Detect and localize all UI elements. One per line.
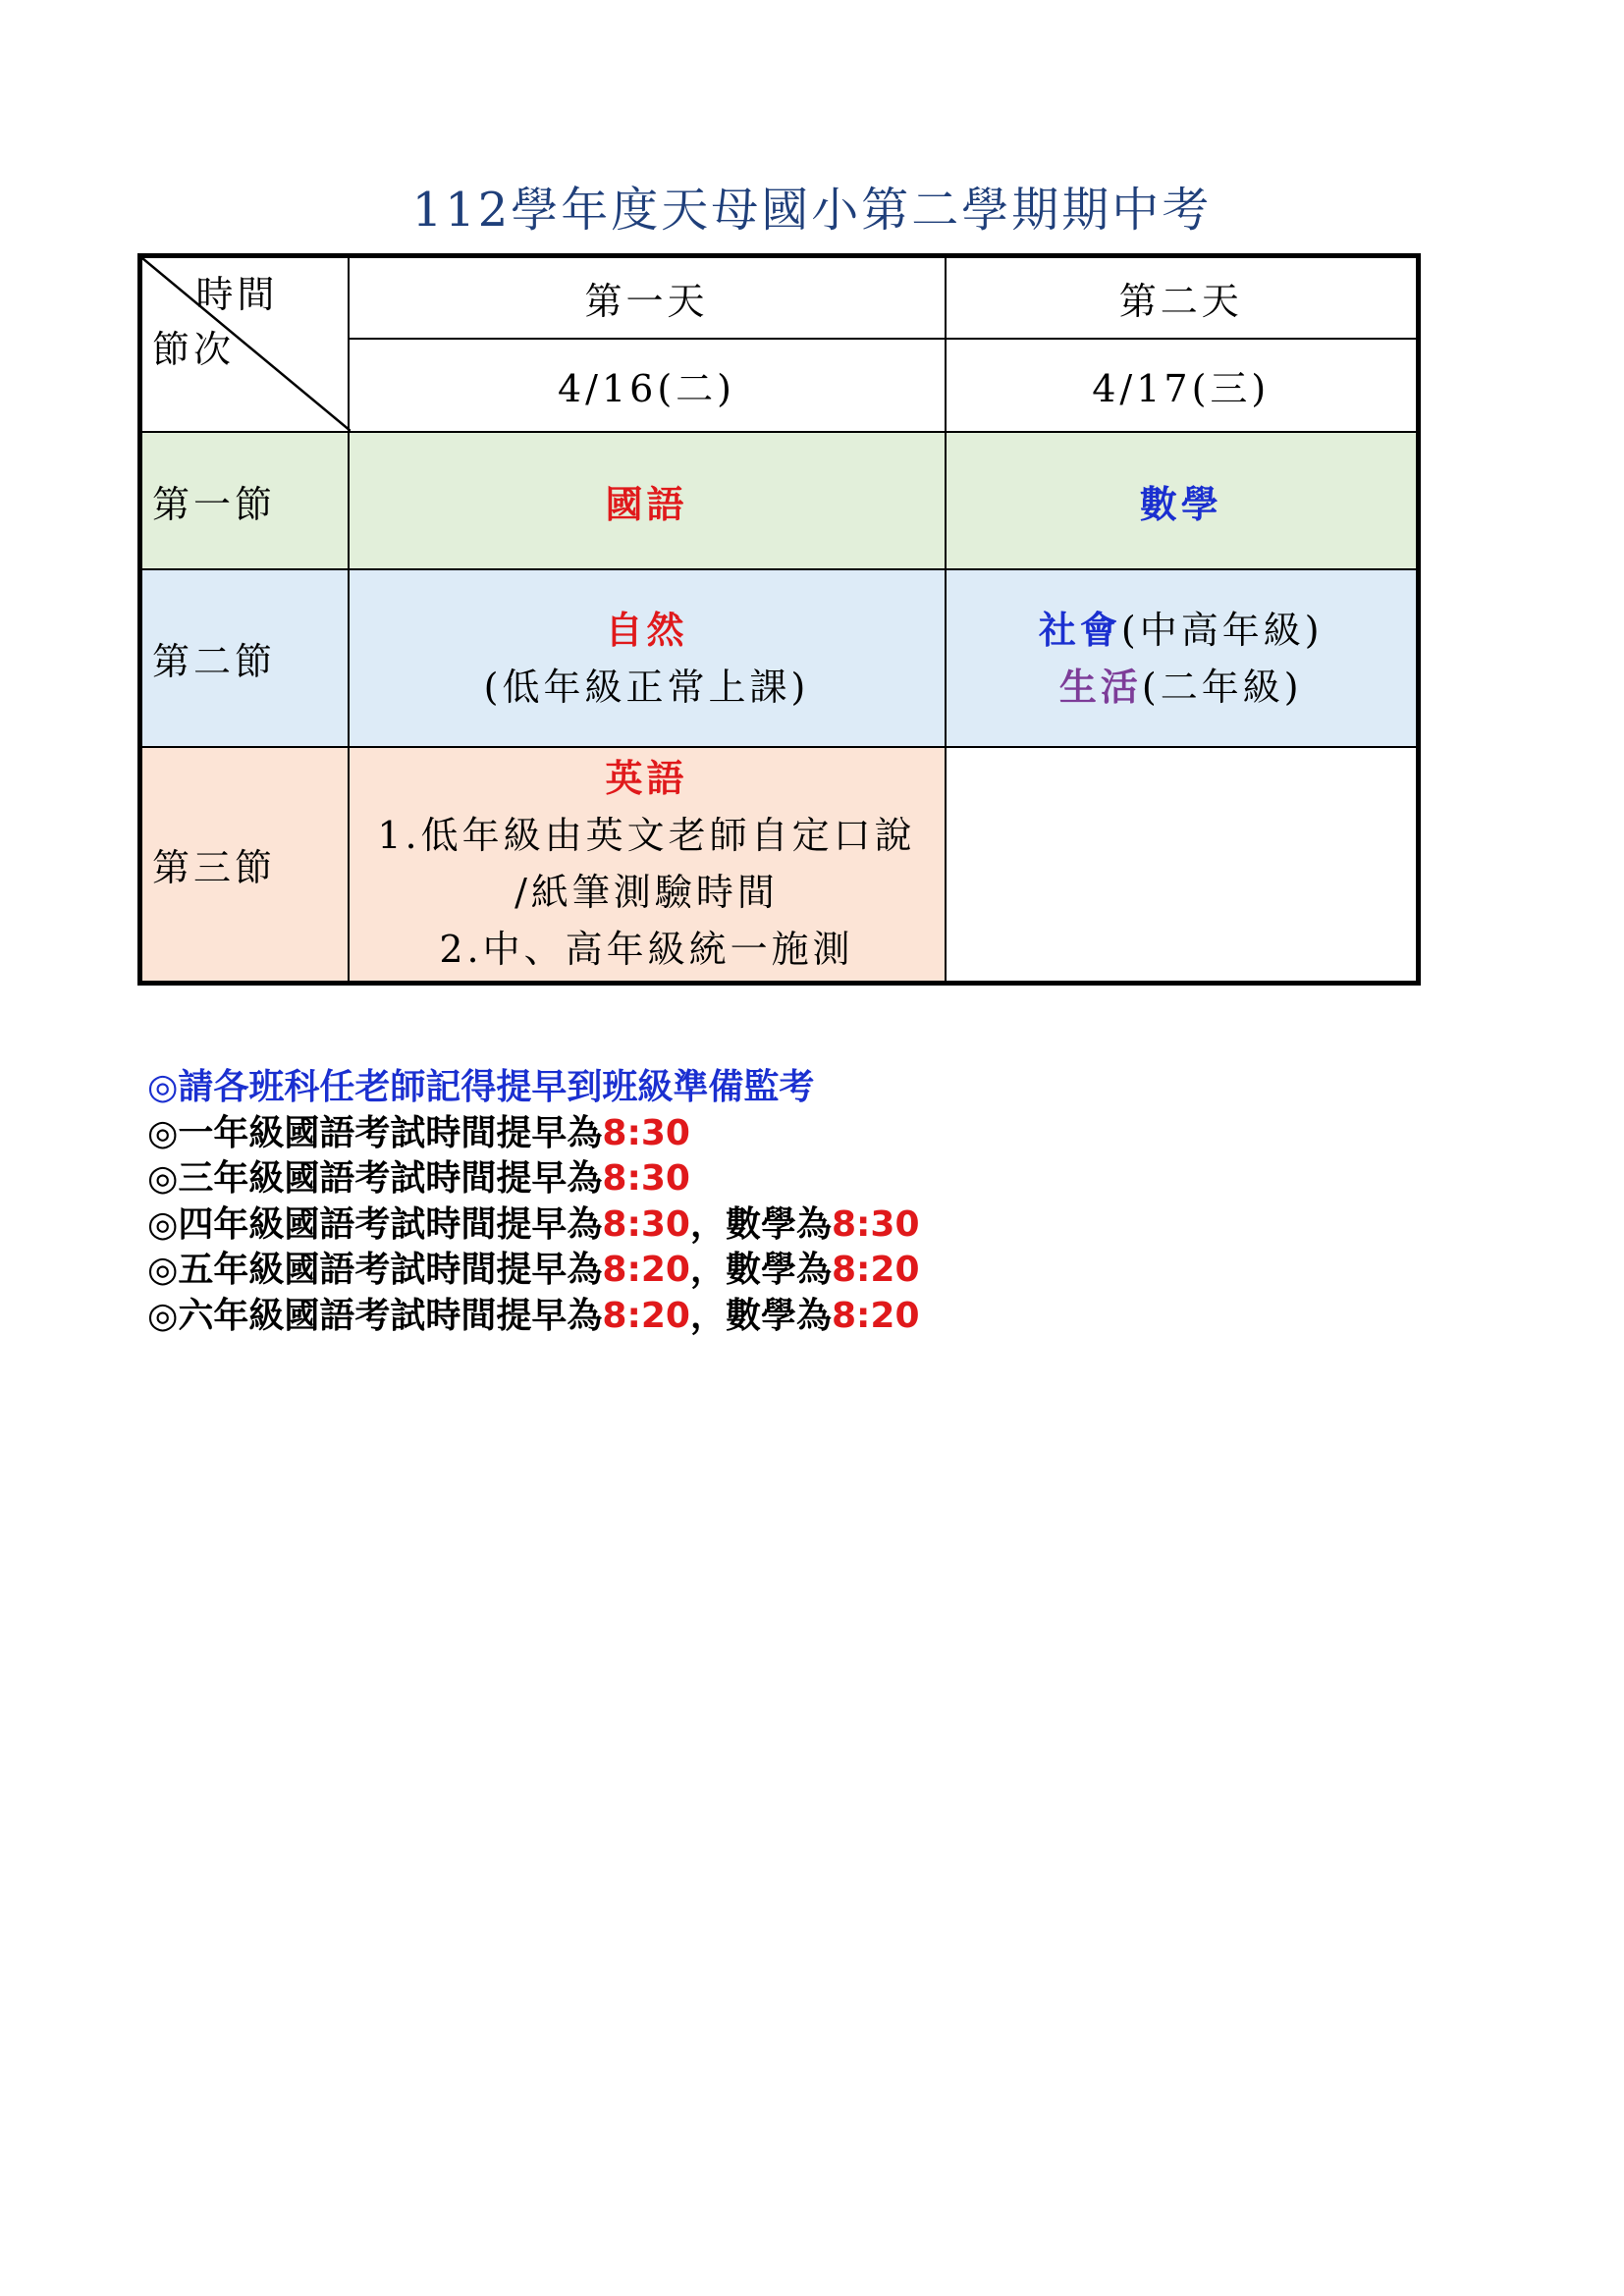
period-3-day2-cell [946, 747, 1419, 983]
period-3-day1-cell [349, 747, 946, 983]
proctor-reminder: ◎請各班科任老師記得提早到班級準備監考 [147, 1067, 815, 1107]
subject-chinese: 國語 [605, 481, 688, 526]
note-grade-5: ◎五年級國語考試時間提早為8:20，數學為8:20 [147, 1250, 920, 1290]
social-note: (中高年級) [1120, 608, 1324, 652]
day2-header: 第二天 [946, 256, 1419, 340]
corner-time-label: 時間 [195, 273, 279, 316]
note-grade-1: ◎一年級國語考試時間提早為8:30 [147, 1112, 690, 1153]
period-1-day2-cell [946, 432, 1419, 569]
subject-science: 自然 [605, 607, 688, 652]
english-note-1: 1.低年級由英文老師自定口說 [377, 814, 916, 858]
page-title: 112學年度天母國小第二學期期中考 [411, 183, 1213, 238]
period-1-label: 第一節 [140, 432, 349, 569]
note-grade-4: ◎四年級國語考試時間提早為8:30，數學為8:30 [147, 1203, 920, 1245]
day1-header: 第一天 [349, 256, 946, 340]
period-3-label: 第三節 [140, 747, 349, 983]
period-2-day1-cell [349, 569, 946, 747]
subject-social: 社會 [1038, 607, 1121, 652]
life-note: (二年級) [1141, 665, 1303, 709]
day1-date: 4/16(二) [349, 339, 946, 432]
notes-section [147, 1065, 920, 1339]
english-note-2: /紙筆測驗時間 [514, 871, 779, 915]
subject-math: 數學 [1139, 481, 1222, 526]
note-grade-3: ◎三年級國語考試時間提早為8:30 [147, 1158, 690, 1199]
period-2-day2-cell [946, 569, 1419, 747]
note-grade-6: ◎六年級國語考試時間提早為8:20，數學為8:20 [147, 1295, 920, 1336]
corner-header-cell [140, 256, 349, 433]
period-1-day1-cell [349, 432, 946, 569]
english-note-3: 2.中、高年級統一施測 [439, 928, 854, 972]
corner-period-label: 節次 [152, 328, 236, 371]
science-note: (低年級正常上課) [483, 665, 810, 709]
subject-life: 生活 [1058, 664, 1142, 709]
day2-date: 4/17(三) [946, 339, 1419, 432]
exam-schedule-table [137, 253, 1421, 986]
subject-english: 英語 [605, 756, 688, 801]
period-2-label: 第二節 [140, 569, 349, 747]
